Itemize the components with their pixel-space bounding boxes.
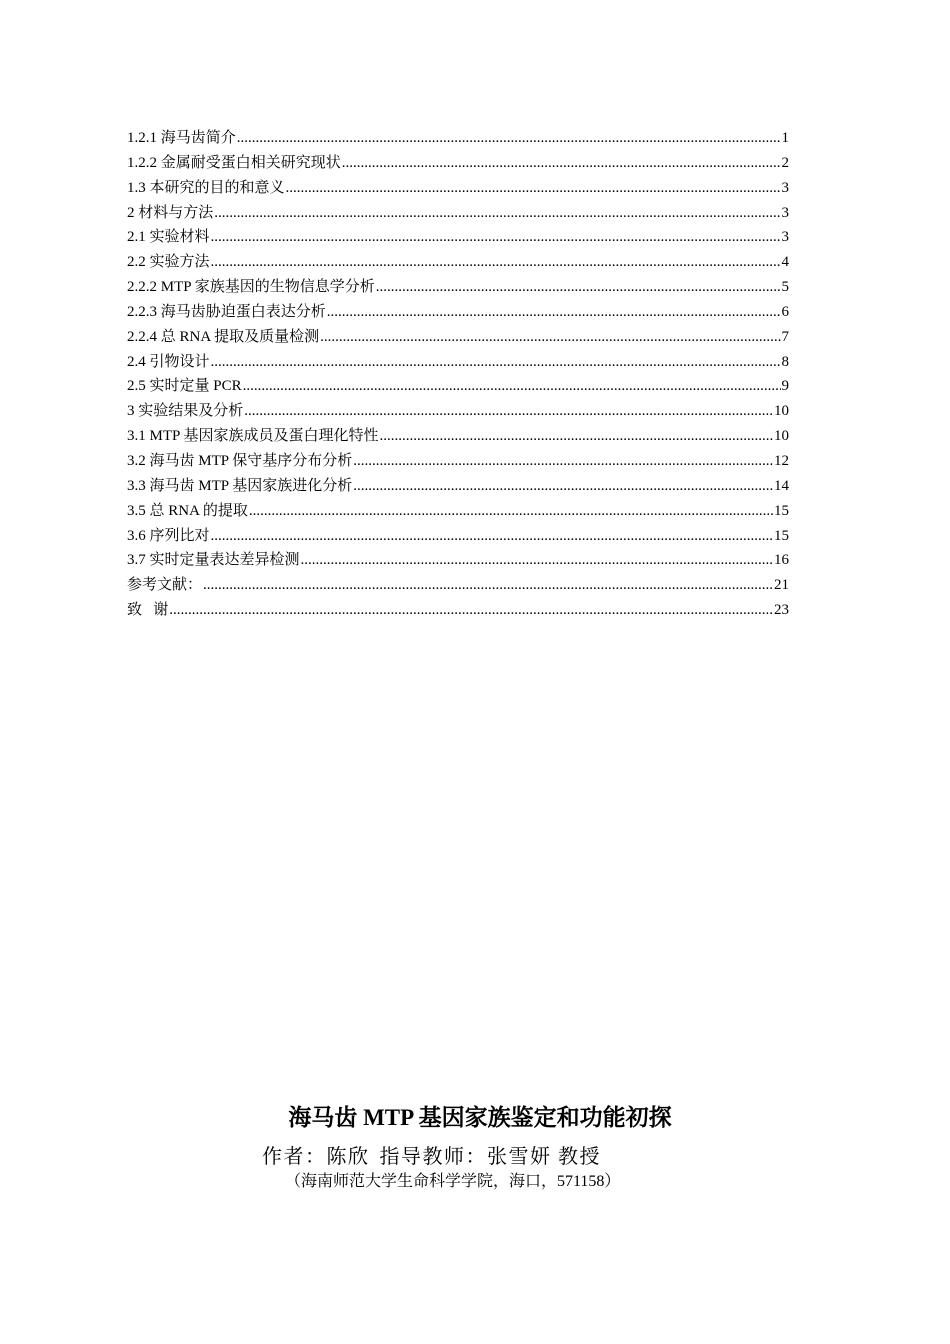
table-of-contents	[127, 126, 789, 623]
toc-leader-dots	[249, 499, 773, 524]
toc-entry-page: 23	[774, 602, 789, 619]
toc-entry[interactable]	[127, 350, 789, 375]
toc-entry[interactable]	[127, 548, 789, 573]
toc-leader-dots	[211, 225, 781, 250]
toc-entry[interactable]	[127, 424, 789, 449]
toc-entry[interactable]	[127, 474, 789, 499]
toc-leader-dots	[342, 151, 781, 176]
toc-entry-label: 3.1 MTP 基因家族成员及蛋白理化特性	[127, 428, 379, 445]
toc-leader-dots	[327, 300, 781, 325]
toc-leader-dots	[211, 524, 773, 549]
toc-entry-label: 2 材料与方法	[127, 204, 214, 221]
toc-entry[interactable]	[127, 126, 789, 151]
toc-leader-dots	[237, 126, 781, 151]
toc-leader-dots	[211, 250, 781, 275]
toc-leader-dots	[380, 424, 773, 449]
author-prefix: 作者：	[262, 1146, 327, 1168]
toc-entry[interactable]	[127, 374, 789, 399]
toc-entry-label: 2.2.4 总 RNA 提取及质量检测	[127, 328, 320, 345]
toc-entry-page: 1	[781, 130, 789, 146]
toc-entry-label: 2.4 引物设计	[127, 353, 210, 370]
toc-entry-page: 4	[781, 254, 789, 271]
toc-entry[interactable]	[127, 176, 789, 201]
toc-entry-page: 5	[781, 279, 789, 296]
toc-entry-label: 3.2 海马齿 MTP 保守基序分布分析	[127, 452, 353, 469]
toc-entry-label: 3.7 实时定量表达差异检测	[127, 552, 300, 569]
toc-entry-page: 10	[774, 428, 789, 445]
toc-entry[interactable]	[127, 250, 789, 275]
toc-entry-page: 9	[781, 378, 789, 395]
toc-entry-page: 10	[774, 403, 789, 420]
toc-leader-dots	[243, 374, 781, 399]
toc-entry-page: 15	[774, 502, 789, 519]
toc-entry-page: 21	[774, 577, 789, 594]
toc-leader-dots	[169, 598, 773, 623]
toc-entry-label: 2.5 实时定量 PCR	[127, 378, 242, 395]
toc-entry-label: 3.3 海马齿 MTP 基因家族进化分析	[127, 477, 353, 494]
toc-entry-page: 2	[781, 154, 789, 171]
toc-entry-label: 3 实验结果及分析	[127, 403, 244, 420]
toc-entry-page: 8	[781, 353, 789, 370]
toc-entry-label: 2.2.3 海马齿胁迫蛋白表达分析	[127, 303, 326, 320]
toc-entry[interactable]	[127, 300, 789, 325]
author-line	[262, 1141, 601, 1173]
toc-entry-label: 1.2.2 金属耐受蛋白相关研究现状	[127, 154, 341, 171]
toc-entry[interactable]	[127, 225, 789, 250]
toc-entry[interactable]	[127, 325, 789, 350]
toc-entry-page: 3	[781, 229, 789, 246]
toc-entry[interactable]	[127, 275, 789, 300]
toc-entry-label: 2.2 实验方法	[127, 254, 210, 271]
toc-leader-dots	[244, 399, 773, 424]
author-name: 陈欣	[326, 1146, 370, 1168]
toc-entry[interactable]	[127, 399, 789, 424]
toc-entry-label: 2.1 实验材料	[127, 229, 210, 246]
toc-entry-label: 致 谢	[127, 602, 169, 619]
paper-title-block	[0, 1098, 950, 1138]
toc-entry-label: 3.5 总 RNA 的提取	[127, 502, 248, 519]
toc-entry-page: 16	[774, 552, 789, 569]
toc-entry-page: 6	[781, 303, 789, 320]
toc-leader-dots	[214, 201, 780, 226]
toc-leader-dots	[353, 449, 773, 474]
toc-entry[interactable]	[127, 524, 789, 549]
affiliation: （海南师范大学生命科学学院，海口，571158）	[285, 1173, 621, 1190]
advisor-prefix: 指导教师：	[379, 1146, 487, 1168]
toc-entry-page: 3	[781, 204, 789, 221]
toc-leader-dots	[376, 275, 781, 300]
toc-entry-page: 12	[774, 452, 789, 469]
toc-entry-page: 3	[781, 179, 789, 196]
toc-leader-dots	[211, 350, 781, 375]
toc-entry-page: 14	[774, 477, 789, 494]
toc-entry-label: 2.2.2 MTP 家族基因的生物信息学分析	[127, 279, 375, 296]
toc-entry-label: 参考文献：	[127, 577, 203, 594]
toc-entry-label: 3.6 序列比对	[127, 527, 210, 544]
toc-entry[interactable]	[127, 573, 789, 598]
toc-leader-dots	[203, 573, 773, 598]
toc-entry[interactable]	[127, 598, 789, 623]
advisor-name: 张雪妍 教授	[487, 1146, 601, 1168]
toc-leader-dots	[320, 325, 780, 350]
toc-leader-dots	[286, 176, 781, 201]
toc-entry[interactable]	[127, 201, 789, 226]
toc-entry[interactable]	[127, 151, 789, 176]
toc-entry-page: 15	[774, 527, 789, 544]
toc-leader-dots	[301, 548, 773, 573]
toc-leader-dots	[353, 474, 773, 499]
toc-entry-page: 7	[781, 328, 789, 345]
toc-entry-label: 1.3 本研究的目的和意义	[127, 179, 285, 196]
toc-entry[interactable]	[127, 499, 789, 524]
toc-entry[interactable]	[127, 449, 789, 474]
paper-title: 海马齿 MTP 基因家族鉴定和功能初探	[288, 1105, 672, 1130]
toc-entry-label: 1.2.1 海马齿简介	[127, 130, 236, 146]
